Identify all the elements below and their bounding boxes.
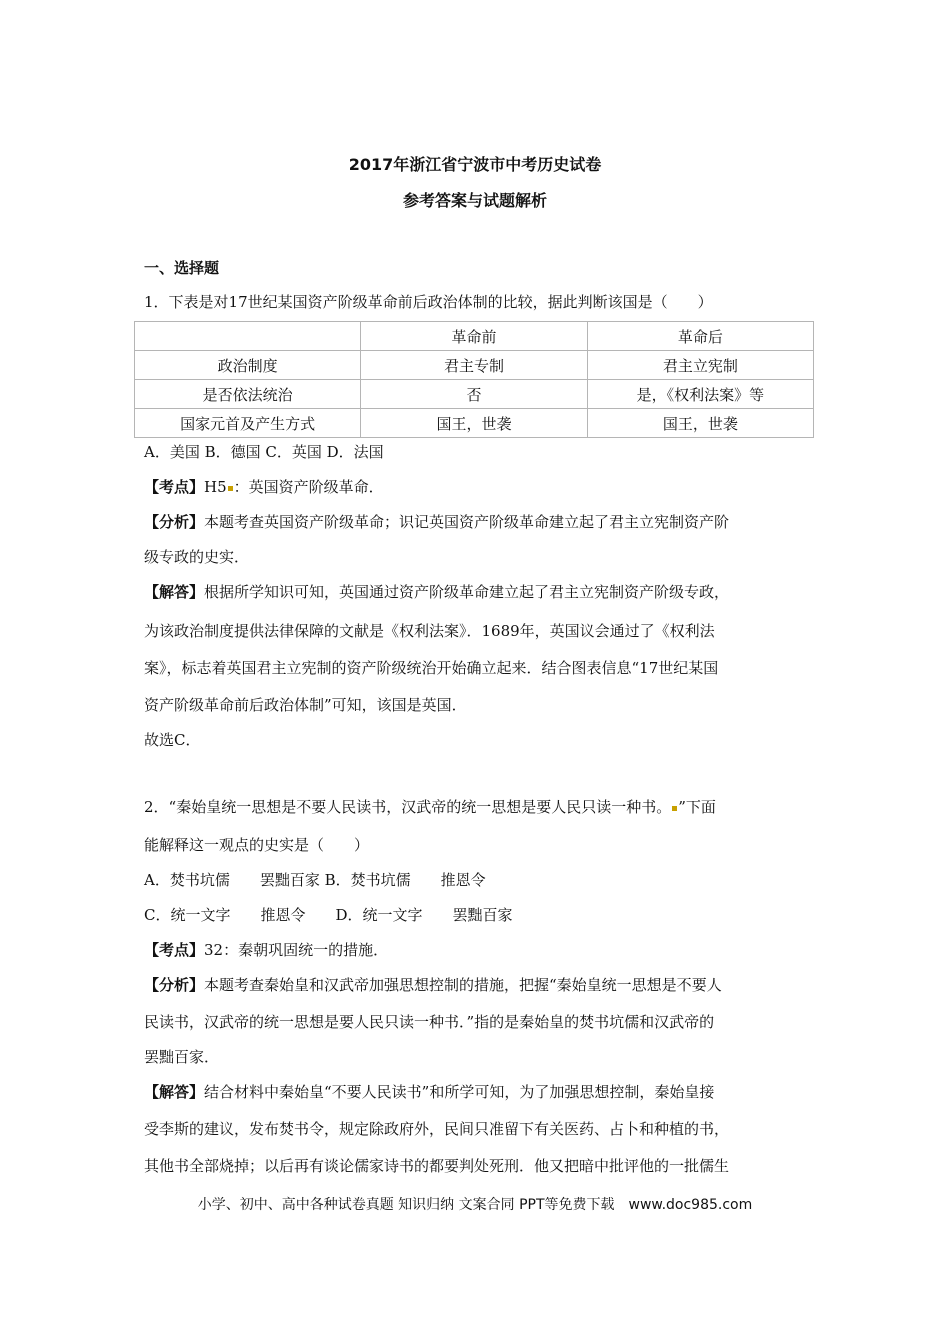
comparison-table [134, 321, 814, 438]
table-header-row [135, 322, 814, 351]
dot-mark-icon [228, 486, 233, 491]
q2-jieda-line3: 其他书全部烧掉；以后再有谈论儒家诗书的都要判处死刑．他又把暗中批评他的一批儒生 [144, 1157, 730, 1175]
fenxi-text: 本题考查秦始皇和汉武帝加强思想控制的措施，把握“秦始皇统一思想是不要人 [204, 976, 722, 994]
jieda-tag: 【解答】 [144, 1083, 205, 1101]
table-cell: 否 [361, 380, 587, 409]
table-cell: 君主专制 [361, 351, 587, 380]
jieda-tag: 【解答】 [144, 583, 205, 601]
kaodian-code: H5 [204, 478, 227, 496]
table-row [135, 409, 814, 438]
q2-stem-cont: 能解释这一观点的史实是（ ） [144, 836, 370, 854]
q1-kaodian [144, 476, 824, 498]
page-footer: 小学、初中、高中各种试卷真题 知识归纳 文案合同 PPT等免费下载 www.doc985.com [197, 1197, 753, 1213]
table-row [135, 380, 814, 409]
kaodian-text: 32：秦朝巩固统一的措施． [204, 941, 389, 959]
q1-answer: 故选C． [144, 731, 201, 749]
dot-mark-icon [672, 806, 677, 811]
q2-fenxi-line3: 罢黜百家． [144, 1048, 220, 1066]
q2-options-ab: A．焚书坑儒 罢黜百家 B．焚书坑儒 推恩令 [144, 871, 486, 889]
q2-kaodian [144, 939, 824, 961]
table-cell: 革命前 [361, 322, 587, 351]
jieda-text: 结合材料中秦始皇“不要人民读书”和所学可知，为了加强思想控制，秦始皇接 [204, 1083, 715, 1101]
jieda-text: 根据所学知识可知，英国通过资产阶级革命建立起了君主立宪制资产阶级专政， [204, 583, 730, 601]
table-cell [135, 322, 361, 351]
table-cell: 是，《权利法案》等 [587, 380, 813, 409]
q1-jieda-line2: 为该政治制度提供法律保障的文献是《权利法案》．1689年，英国议会通过了《权利法 [144, 622, 715, 640]
q1-fenxi-cont: 级专政的史实． [144, 548, 250, 566]
q2-jieda [144, 1081, 824, 1103]
table-cell: 国王，世袭 [587, 409, 813, 438]
fenxi-tag: 【分析】 [144, 976, 205, 994]
q1-jieda-line4: 资产阶级革命前后政治体制”可知，该国是英国． [144, 696, 467, 714]
kaodian-tag: 【考点】 [144, 478, 205, 496]
table-cell: 革命后 [587, 322, 813, 351]
q2-options-cd: C．统一文字 推恩令 D．统一文字 罢黜百家 [144, 906, 513, 924]
table-cell: 国家元首及产生方式 [135, 409, 361, 438]
section-heading: 一、选择题 [144, 259, 220, 277]
page-subtitle: 参考答案与试题解析 [402, 191, 547, 210]
table-cell: 政治制度 [135, 351, 361, 380]
q1-stem: 1．下表是对17世纪某国资产阶级革命前后政治体制的比较，据此判断该国是（ ） [144, 293, 713, 311]
fenxi-tag: 【分析】 [144, 513, 205, 531]
q1-jieda [144, 581, 824, 603]
table-cell: 是否依法统治 [135, 380, 361, 409]
table-cell: 君主立宪制 [587, 351, 813, 380]
q1-options: A．美国 B．德国 C．英国 D．法国 [144, 443, 384, 461]
q2-stem-end: ”下面 [678, 798, 716, 816]
q2-stem-text: 2．“秦始皇统一思想是不要人民读书，汉武帝的统一思想是要人民只读一种书。 [144, 798, 672, 816]
q2-jieda-line2: 受李斯的建议，发布焚书令，规定除政府外，民间只准留下有关医药、占卜和种植的书， [144, 1120, 730, 1138]
q2-fenxi-line2: 民读书，汉武帝的统一思想是要人民只读一种书．”指的是秦始皇的焚书坑儒和汉武帝的 [144, 1013, 715, 1031]
page-title: 2017年浙江省宁波市中考历史试卷 [348, 155, 602, 174]
table-cell: 国王，世袭 [361, 409, 587, 438]
q1-fenxi [144, 511, 824, 533]
q2-stem [144, 796, 824, 818]
q1-jieda-line3: 案》，标志着英国君主立宪制的资产阶级统治开始确立起来．结合图表信息“17世纪某国 [144, 659, 719, 677]
table-row [135, 351, 814, 380]
kaodian-tag: 【考点】 [144, 941, 205, 959]
fenxi-text: 本题考查英国资产阶级革命；识记英国资产阶级革命建立起了君主立宪制资产阶 [204, 513, 730, 531]
kaodian-text: ：英国资产阶级革命． [233, 478, 384, 496]
q2-fenxi [144, 974, 824, 996]
